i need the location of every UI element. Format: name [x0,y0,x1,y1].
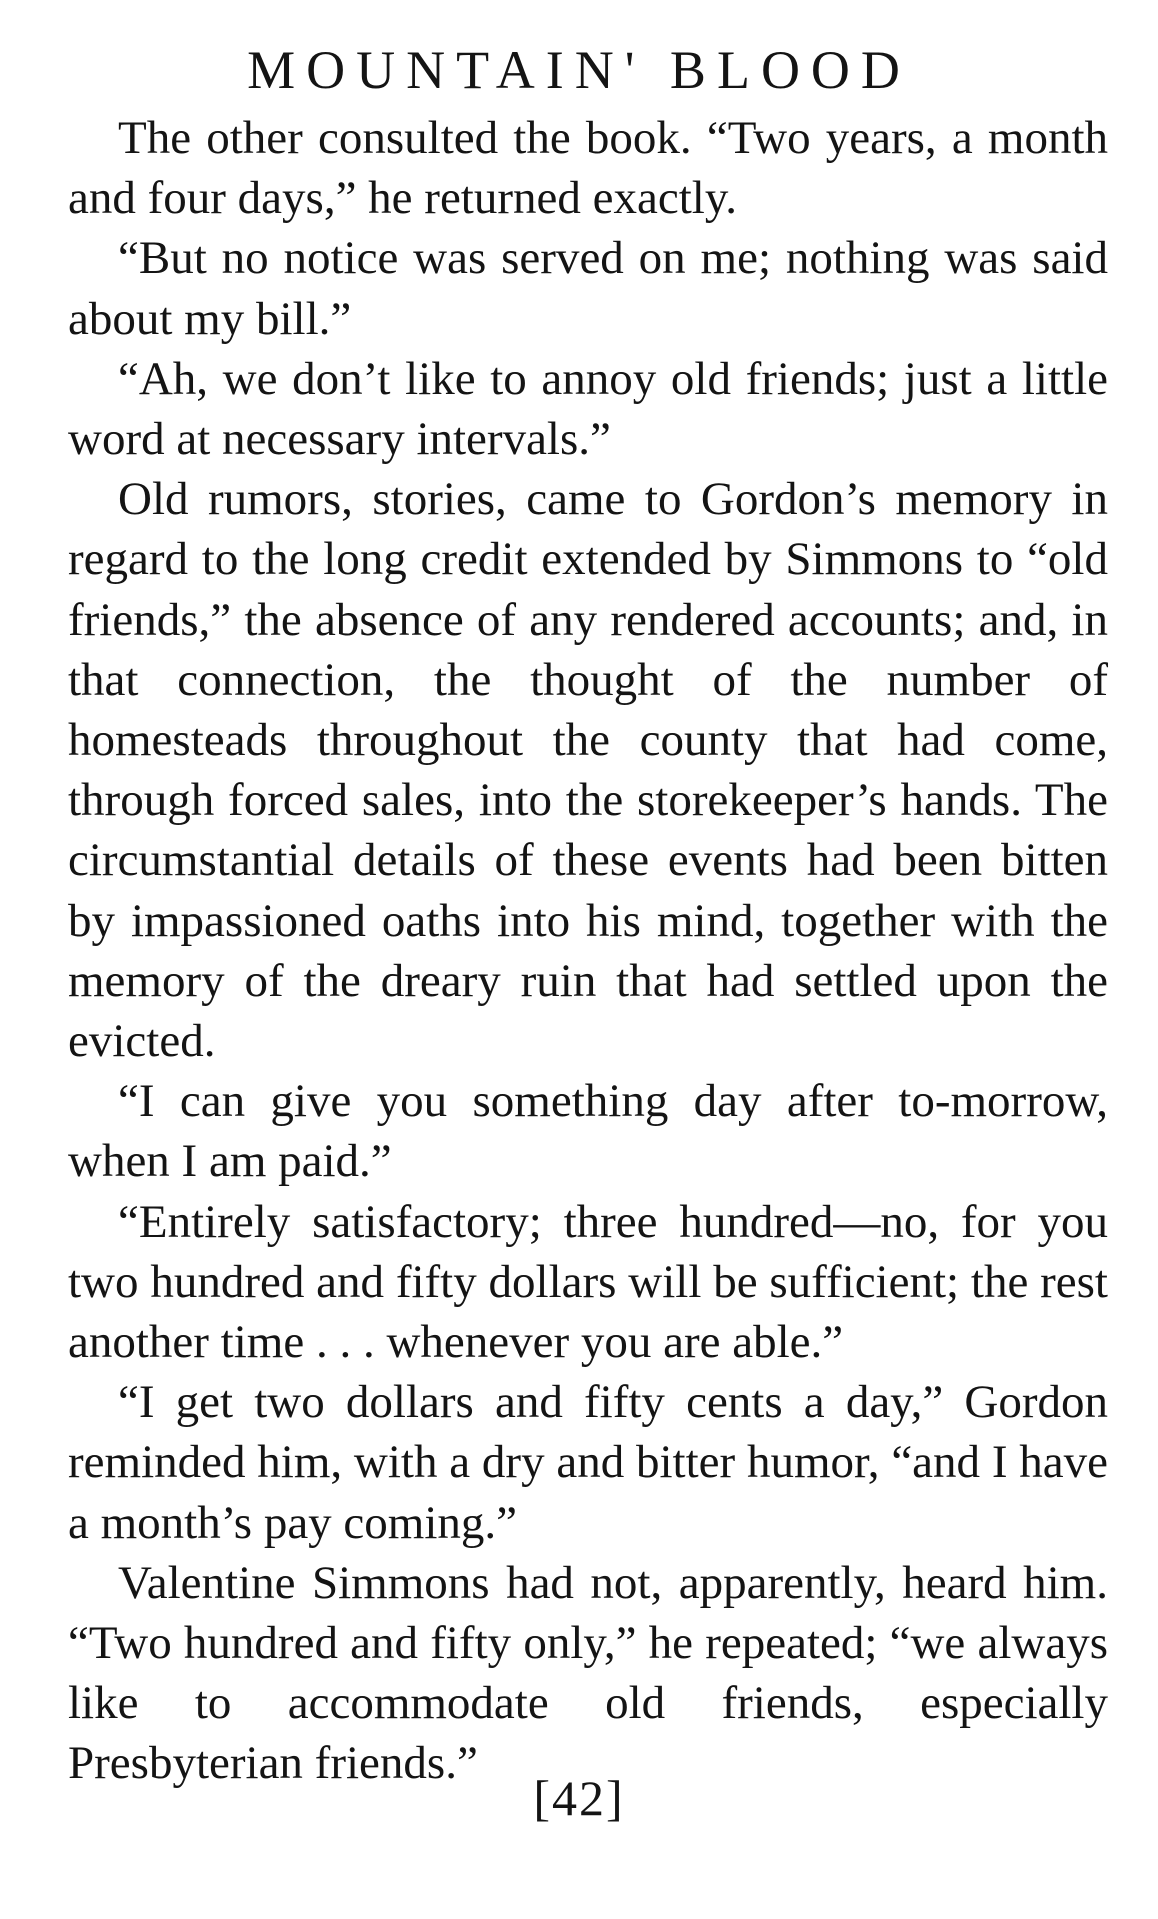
body-text [68,108,1108,1794]
paragraph: “I get two dollars and fifty cents a day,” Gordon reminded him, with a dry and bitter humor, “and I have a month’s pay coming.” [68,1376,1108,1549]
paragraph: “I can give you something day after to-morrow, when I am paid.” [68,1075,1108,1188]
paragraph: Old rumors, stories, came to Gordon’s memory in regard to the long credit extended by Simmons to “old friends,” the absence of any rendered accounts; and, in that connection, the thought of the number of homesteads throughout the county that had come, through forced sales, into the storekeeper’s hands. The circumstantial details of these events had been bitten by impassioned oaths into his mind, together with the memory of the dreary ruin that had settled upon the evicted. [68,473,1108,1068]
paragraph: “Entirely satisfactory; three hundred—no, for you two hundred and fifty dollars will be sufficient; the rest another time . . . whenever you are able.” [68,1195,1108,1369]
running-head: MOUNTAIN' BLOOD [247,40,911,100]
paragraph: “But no notice was served on me; nothing was said about my bill.” [68,232,1108,345]
paragraph: “Ah, we don’t like to annoy old friends; just a little word at necessary intervals.” [68,352,1108,466]
paragraph: Valentine Simmons had not, apparently, heard him. “Two hundred and fifty only,” he repeated; “we always like to accommodate old friends, especially Presbyterian friends.” [68,1556,1108,1790]
paragraph: The other consulted the book. “Two years, a month and four days,” he returned exactly. [68,112,1108,225]
page-number: [42] [533,1770,625,1826]
